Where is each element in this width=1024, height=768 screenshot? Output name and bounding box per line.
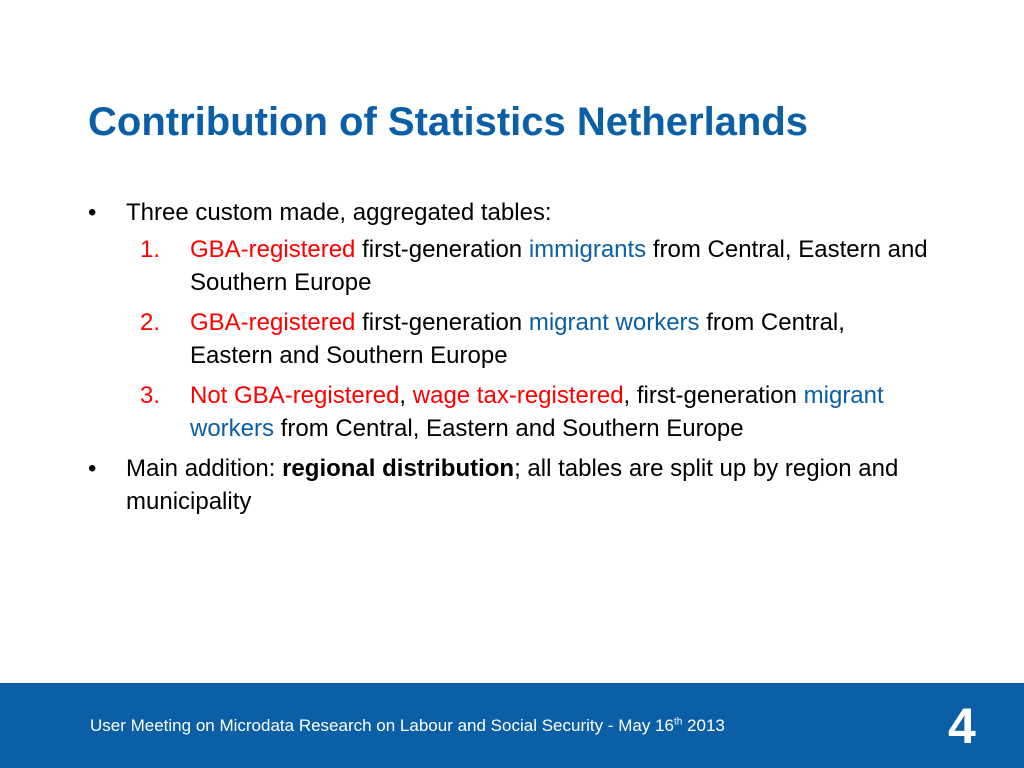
registration-status: GBA-registered xyxy=(190,236,356,263)
item-text: first-generation xyxy=(355,309,529,336)
bullet-text: Three custom made, aggregated tables: xyxy=(126,199,552,226)
bullet-item xyxy=(88,452,928,518)
item-text: , first-generation xyxy=(623,382,804,409)
bullet-icon: • xyxy=(88,455,97,482)
footer-superscript: th xyxy=(673,716,683,728)
page-number: 4 xyxy=(948,698,976,754)
bullet-item xyxy=(88,196,928,229)
bullet-icon: • xyxy=(88,199,97,226)
bullet-text-suffix: ; all tables are split up by region and municipality xyxy=(126,455,899,515)
registration-status: GBA-registered xyxy=(190,309,356,336)
numbered-list xyxy=(88,233,928,445)
list-number: 2. xyxy=(140,309,161,336)
bold-emphasis: regional distribution xyxy=(282,455,515,482)
population-group: immigrants xyxy=(528,236,647,263)
item-text: from Central, Eastern and Southern Europe xyxy=(190,236,928,296)
bullet-text xyxy=(126,455,898,515)
list-item xyxy=(88,379,928,445)
slide-title: Contribution of Statistics Netherlands xyxy=(88,100,809,144)
list-item xyxy=(88,306,928,372)
footer-bar xyxy=(0,683,1024,768)
list-number: 3. xyxy=(140,382,161,409)
item-text: first-generation xyxy=(355,236,529,263)
item-text: , xyxy=(399,382,413,409)
registration-status: Not GBA-registered xyxy=(190,382,400,409)
footer-text xyxy=(90,716,725,736)
footer-year: 2013 xyxy=(682,716,725,735)
bullet-text-prefix: Main addition: xyxy=(126,455,283,482)
slide-content xyxy=(88,196,928,522)
population-group: migrant workers xyxy=(190,382,884,442)
item-text: from Central, Eastern and Southern Europe xyxy=(274,415,744,442)
list-item xyxy=(88,233,928,299)
list-number: 1. xyxy=(140,236,161,263)
footer-text-main: User Meeting on Microdata Research on Labour and Social Security - May 16 xyxy=(90,716,674,735)
item-text: from Central, Eastern and Southern Europe xyxy=(190,309,845,369)
registration-status: wage tax-registered xyxy=(412,382,624,409)
population-group: migrant workers xyxy=(528,309,700,336)
